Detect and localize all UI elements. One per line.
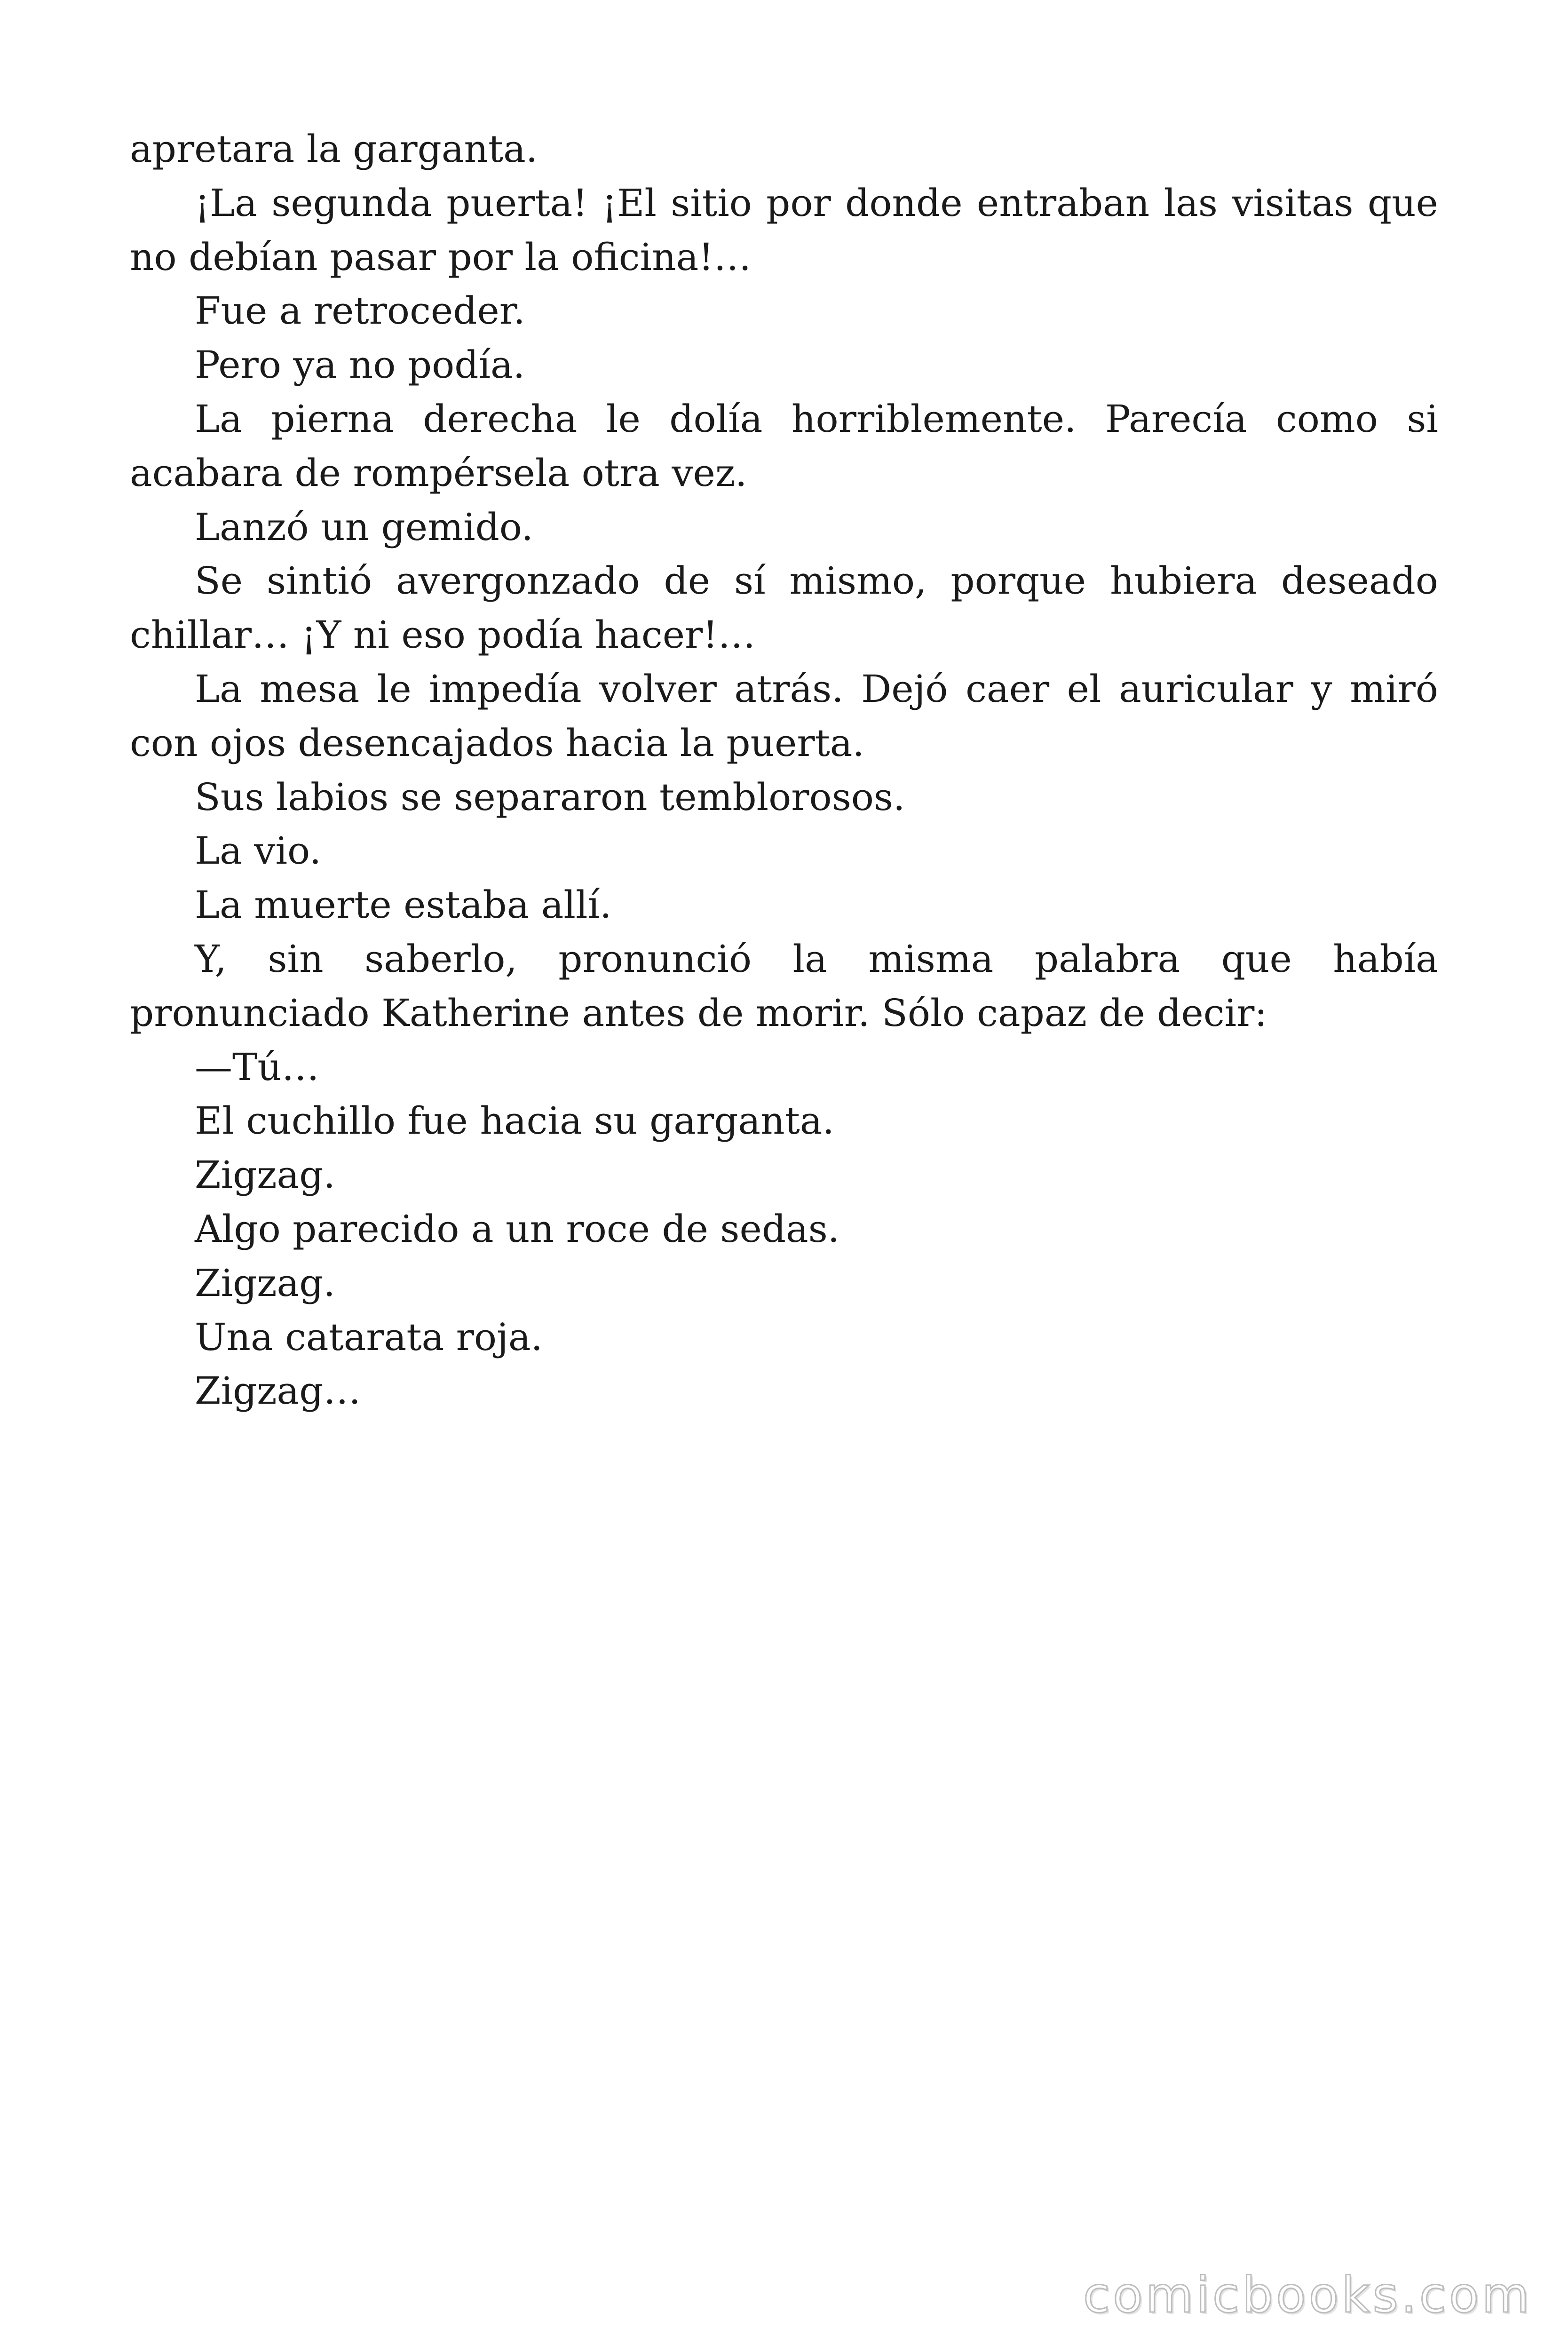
paragraph: ¡La segunda puerta! ¡El sitio por donde entraban las visitas que no debían pasar por la oficina!…: [130, 181, 1438, 279]
paragraph: La vio.: [195, 829, 322, 873]
paragraph: Zigzag.: [195, 1261, 335, 1305]
paragraph: Pero ya no podía.: [195, 343, 525, 387]
paragraph: Y, sin saberlo, pronunció la misma palabra que había pronunciado Katherine antes de morir. Sólo capaz de decir:: [130, 937, 1438, 1035]
paragraph: Una catarata roja.: [195, 1315, 543, 1359]
paragraph: Zigzag…: [195, 1369, 361, 1413]
watermark: comicbooks.com: [1083, 2266, 1532, 2324]
page-text: [130, 122, 1438, 1418]
paragraph: Algo parecido a un roce de sedas.: [195, 1207, 840, 1251]
paragraph: apretara la garganta.: [130, 127, 538, 171]
paragraph: Lanzó un gemido.: [195, 505, 533, 549]
paragraph: Fue a retroceder.: [195, 289, 525, 333]
paragraph: La muerte estaba allí.: [195, 883, 612, 927]
paragraph: Sus labios se separaron temblorosos.: [195, 775, 905, 819]
paragraph: Zigzag.: [195, 1153, 335, 1197]
paragraph: La pierna derecha le dolía horriblemente. Parecía como si acabara de rompérsela otra vez.: [130, 397, 1438, 495]
paragraph: La mesa le impedía volver atrás. Dejó caer el auricular y miró con ojos desencajados hacia la puerta.: [130, 667, 1438, 765]
paragraph: El cuchillo fue hacia su garganta.: [195, 1099, 834, 1143]
paragraph: —Tú…: [195, 1045, 319, 1089]
paragraph: Se sintió avergonzado de sí mismo, porque hubiera deseado chillar… ¡Y ni eso podía hacer!…: [130, 559, 1438, 657]
